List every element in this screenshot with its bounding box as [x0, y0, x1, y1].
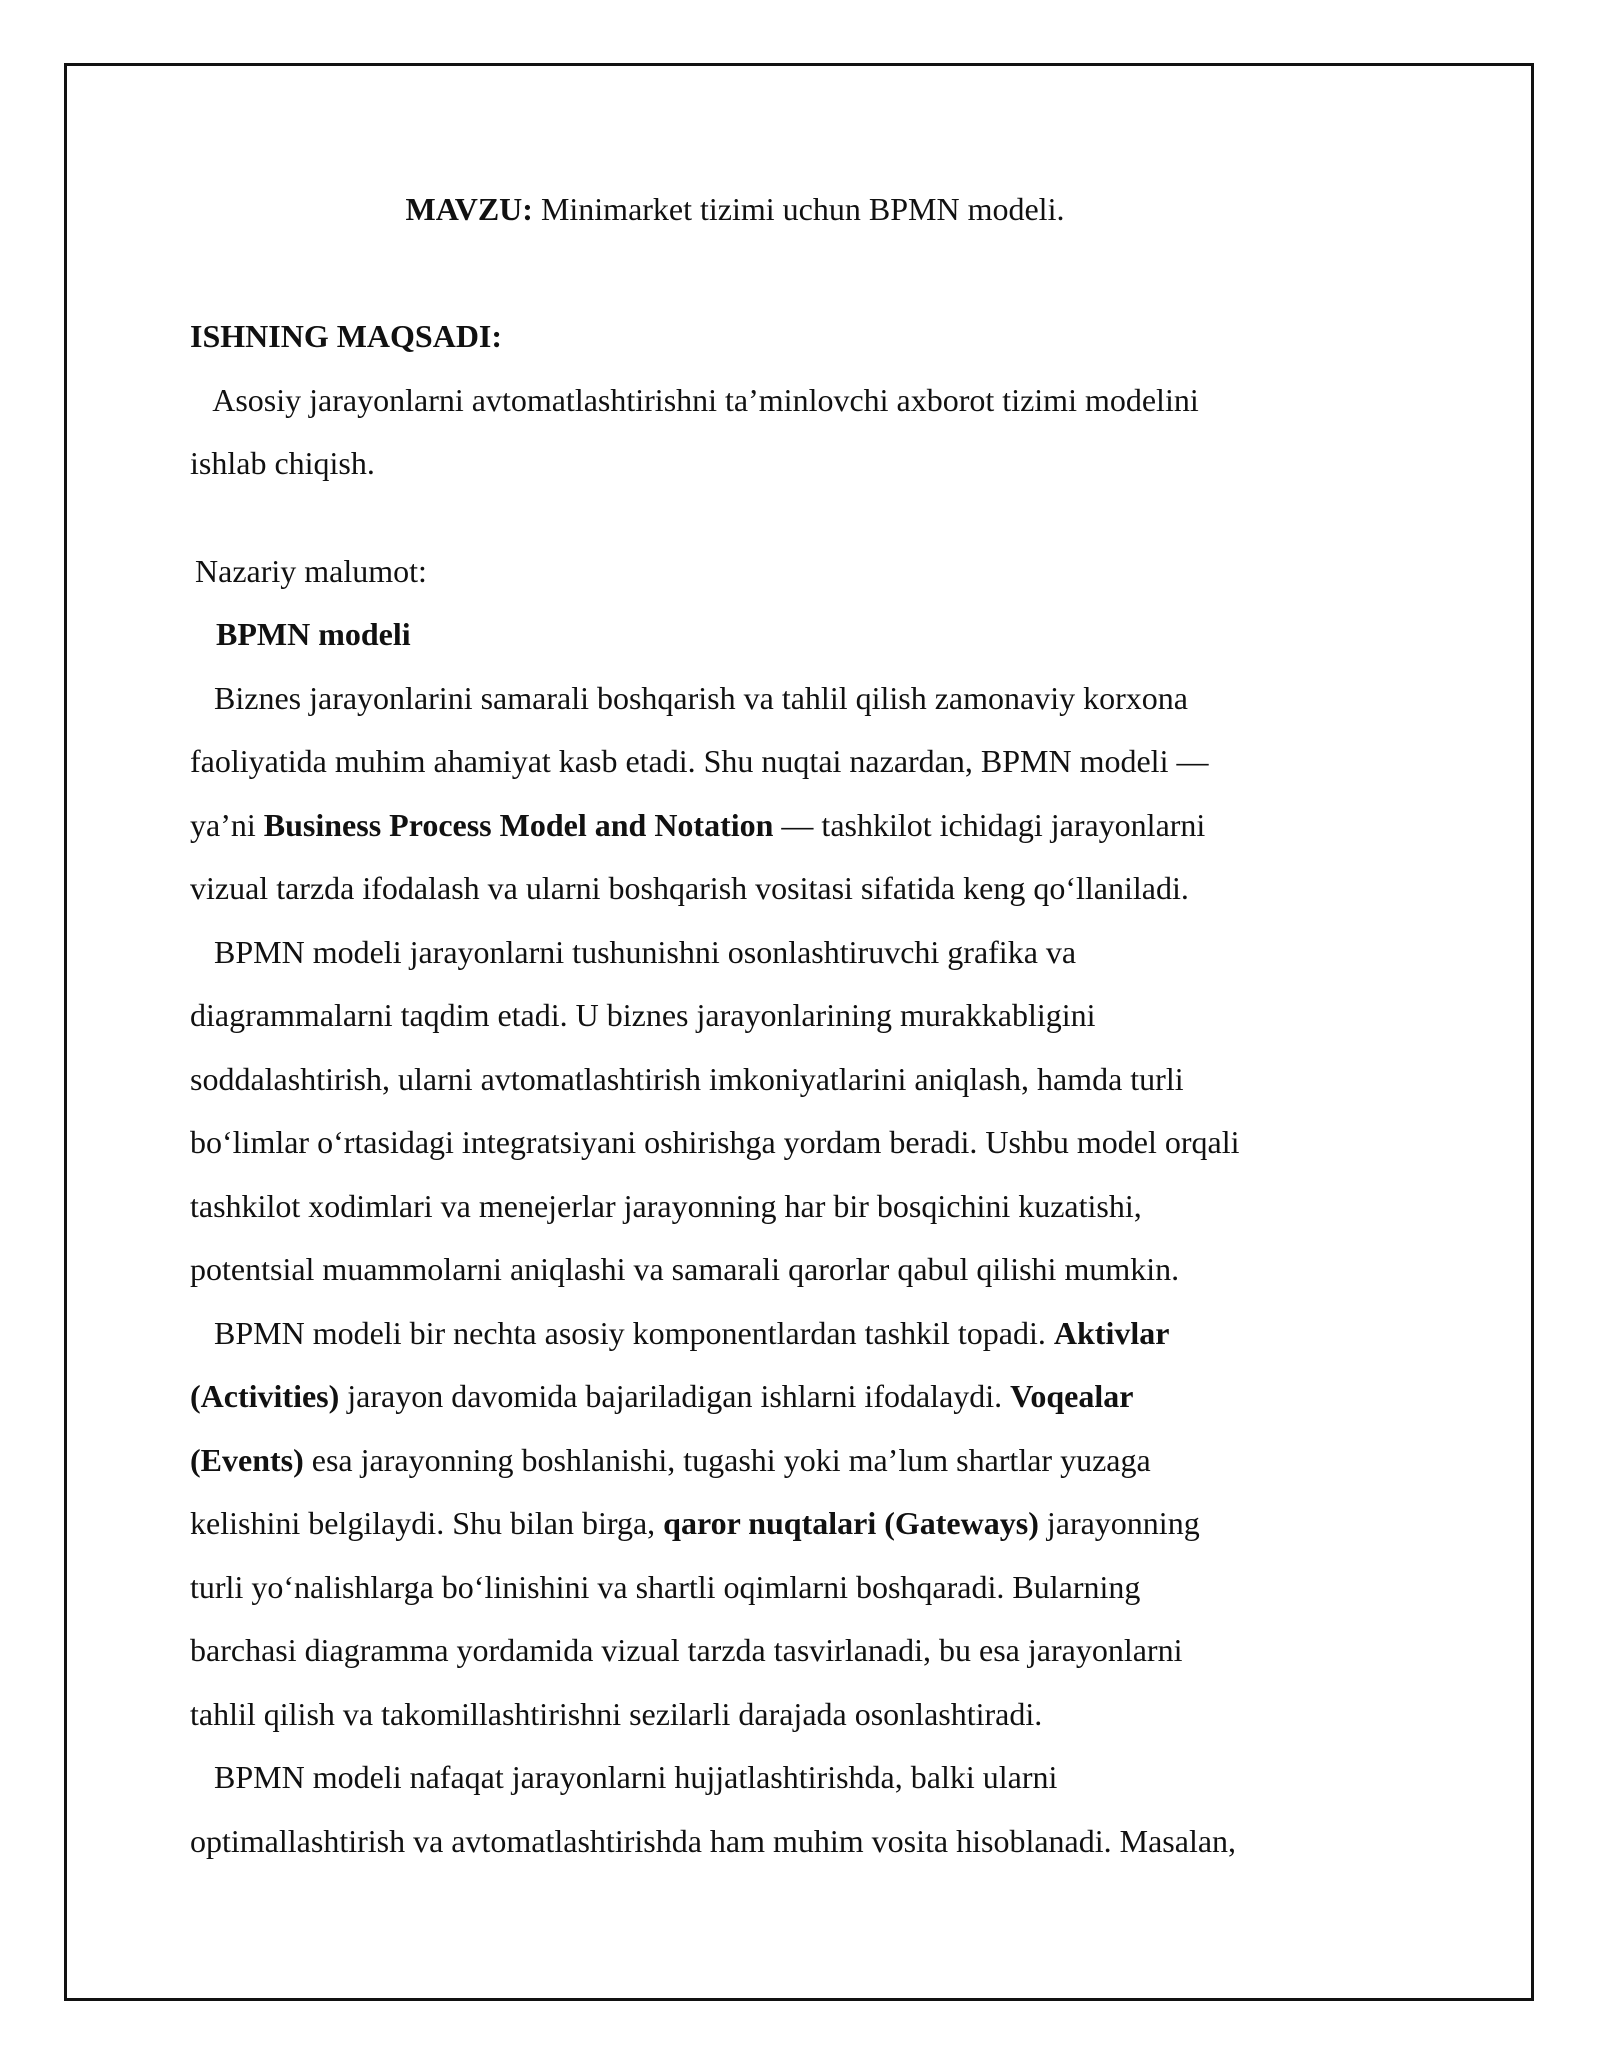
bold-term: Aktivlar	[1053, 1315, 1170, 1351]
goal-heading: ISHNING MAQSADI:	[190, 318, 503, 354]
paragraph-line: vizual tarzda ifodalash va ularni boshqarish vositasi sifatida keng qo‘llaniladi.	[190, 870, 1189, 906]
document-title	[190, 178, 1280, 242]
bold-term: Business Process Model and Notation	[263, 807, 774, 843]
paragraph-line: (Activities) jarayon davomida bajariladigan ishlarni ifodalaydi. Voqealar	[190, 1378, 1134, 1414]
bold-term: (Activities)	[190, 1378, 340, 1414]
bold-term: qaror nuqtalari (Gateways)	[663, 1505, 1039, 1541]
paragraph-line: potentsial muammolarni aniqlashi va samarali qarorlar qabul qilishi mumkin.	[190, 1251, 1180, 1287]
paragraph-line: tahlil qilish va takomillashtirishni sezilarli darajada osonlashtiradi.	[190, 1696, 1043, 1732]
bold-term: Voqealar	[1010, 1378, 1134, 1414]
bold-term: (Events)	[190, 1442, 304, 1478]
title-label: MAVZU:	[405, 191, 533, 227]
paragraph-line: barchasi diagramma yordamida vizual tarzda tasvirlanadi, bu esa jarayonlarni	[190, 1632, 1183, 1668]
paragraph-line: (Events) esa jarayonning boshlanishi, tugashi yoki ma’lum shartlar yuzaga	[190, 1442, 1151, 1478]
paragraph-line: optimallashtirish va avtomatlashtirishda ham muhim vosita hisoblanadi. Masalan,	[190, 1823, 1237, 1859]
paragraph-line: BPMN modeli bir nechta asosiy komponentlardan tashkil topadi. Aktivlar	[190, 1315, 1170, 1351]
paragraph-line: faoliyatida muhim ahamiyat kasb etadi. Shu nuqtai nazardan, BPMN modeli —	[190, 743, 1209, 779]
section-heading: BPMN modeli	[216, 616, 411, 652]
title-text: Minimarket tizimi uchun BPMN modeli.	[532, 191, 1065, 227]
paragraph-line: diagrammalarni taqdim etadi. U biznes jarayonlarining murakkabligini	[190, 997, 1096, 1033]
goal-line: ishlab chiqish.	[190, 445, 375, 481]
paragraph-line: turli yo‘nalishlarga bo‘linishini va shartli oqimlarni boshqaradi. Bularning	[190, 1569, 1141, 1605]
paragraph-line: Biznes jarayonlarini samarali boshqarish va tahlil qilish zamonaviy korxona	[190, 680, 1188, 716]
paragraph-line: kelishini belgilaydi. Shu bilan birga, qaror nuqtalari (Gateways) jarayonning	[190, 1505, 1200, 1541]
paragraph-line: BPMN modeli nafaqat jarayonlarni hujjatlashtirishda, balki ularni	[190, 1759, 1058, 1795]
paragraph-line: soddalashtirish, ularni avtomatlashtirish imkoniyatlarini aniqlash, hamda turli	[190, 1061, 1184, 1097]
paragraph-line: ya’ni Business Process Model and Notation — tashkilot ichidagi jarayonlarni	[190, 807, 1206, 843]
paragraph-line: BPMN modeli jarayonlarni tushunishni osonlashtiruvchi grafika va	[190, 934, 1077, 970]
paragraph-line: bo‘limlar o‘rtasidagi integratsiyani oshirishga yordam beradi. Ushbu model orqali	[190, 1124, 1240, 1160]
theory-label: Nazariy malumot:	[195, 553, 427, 589]
paragraph-line: tashkilot xodimlari va menejerlar jarayonning har bir bosqichini kuzatishi,	[190, 1188, 1142, 1224]
goal-line: Asosiy jarayonlarni avtomatlashtirishni ta’minlovchi axborot tizimi modelini	[190, 382, 1199, 418]
